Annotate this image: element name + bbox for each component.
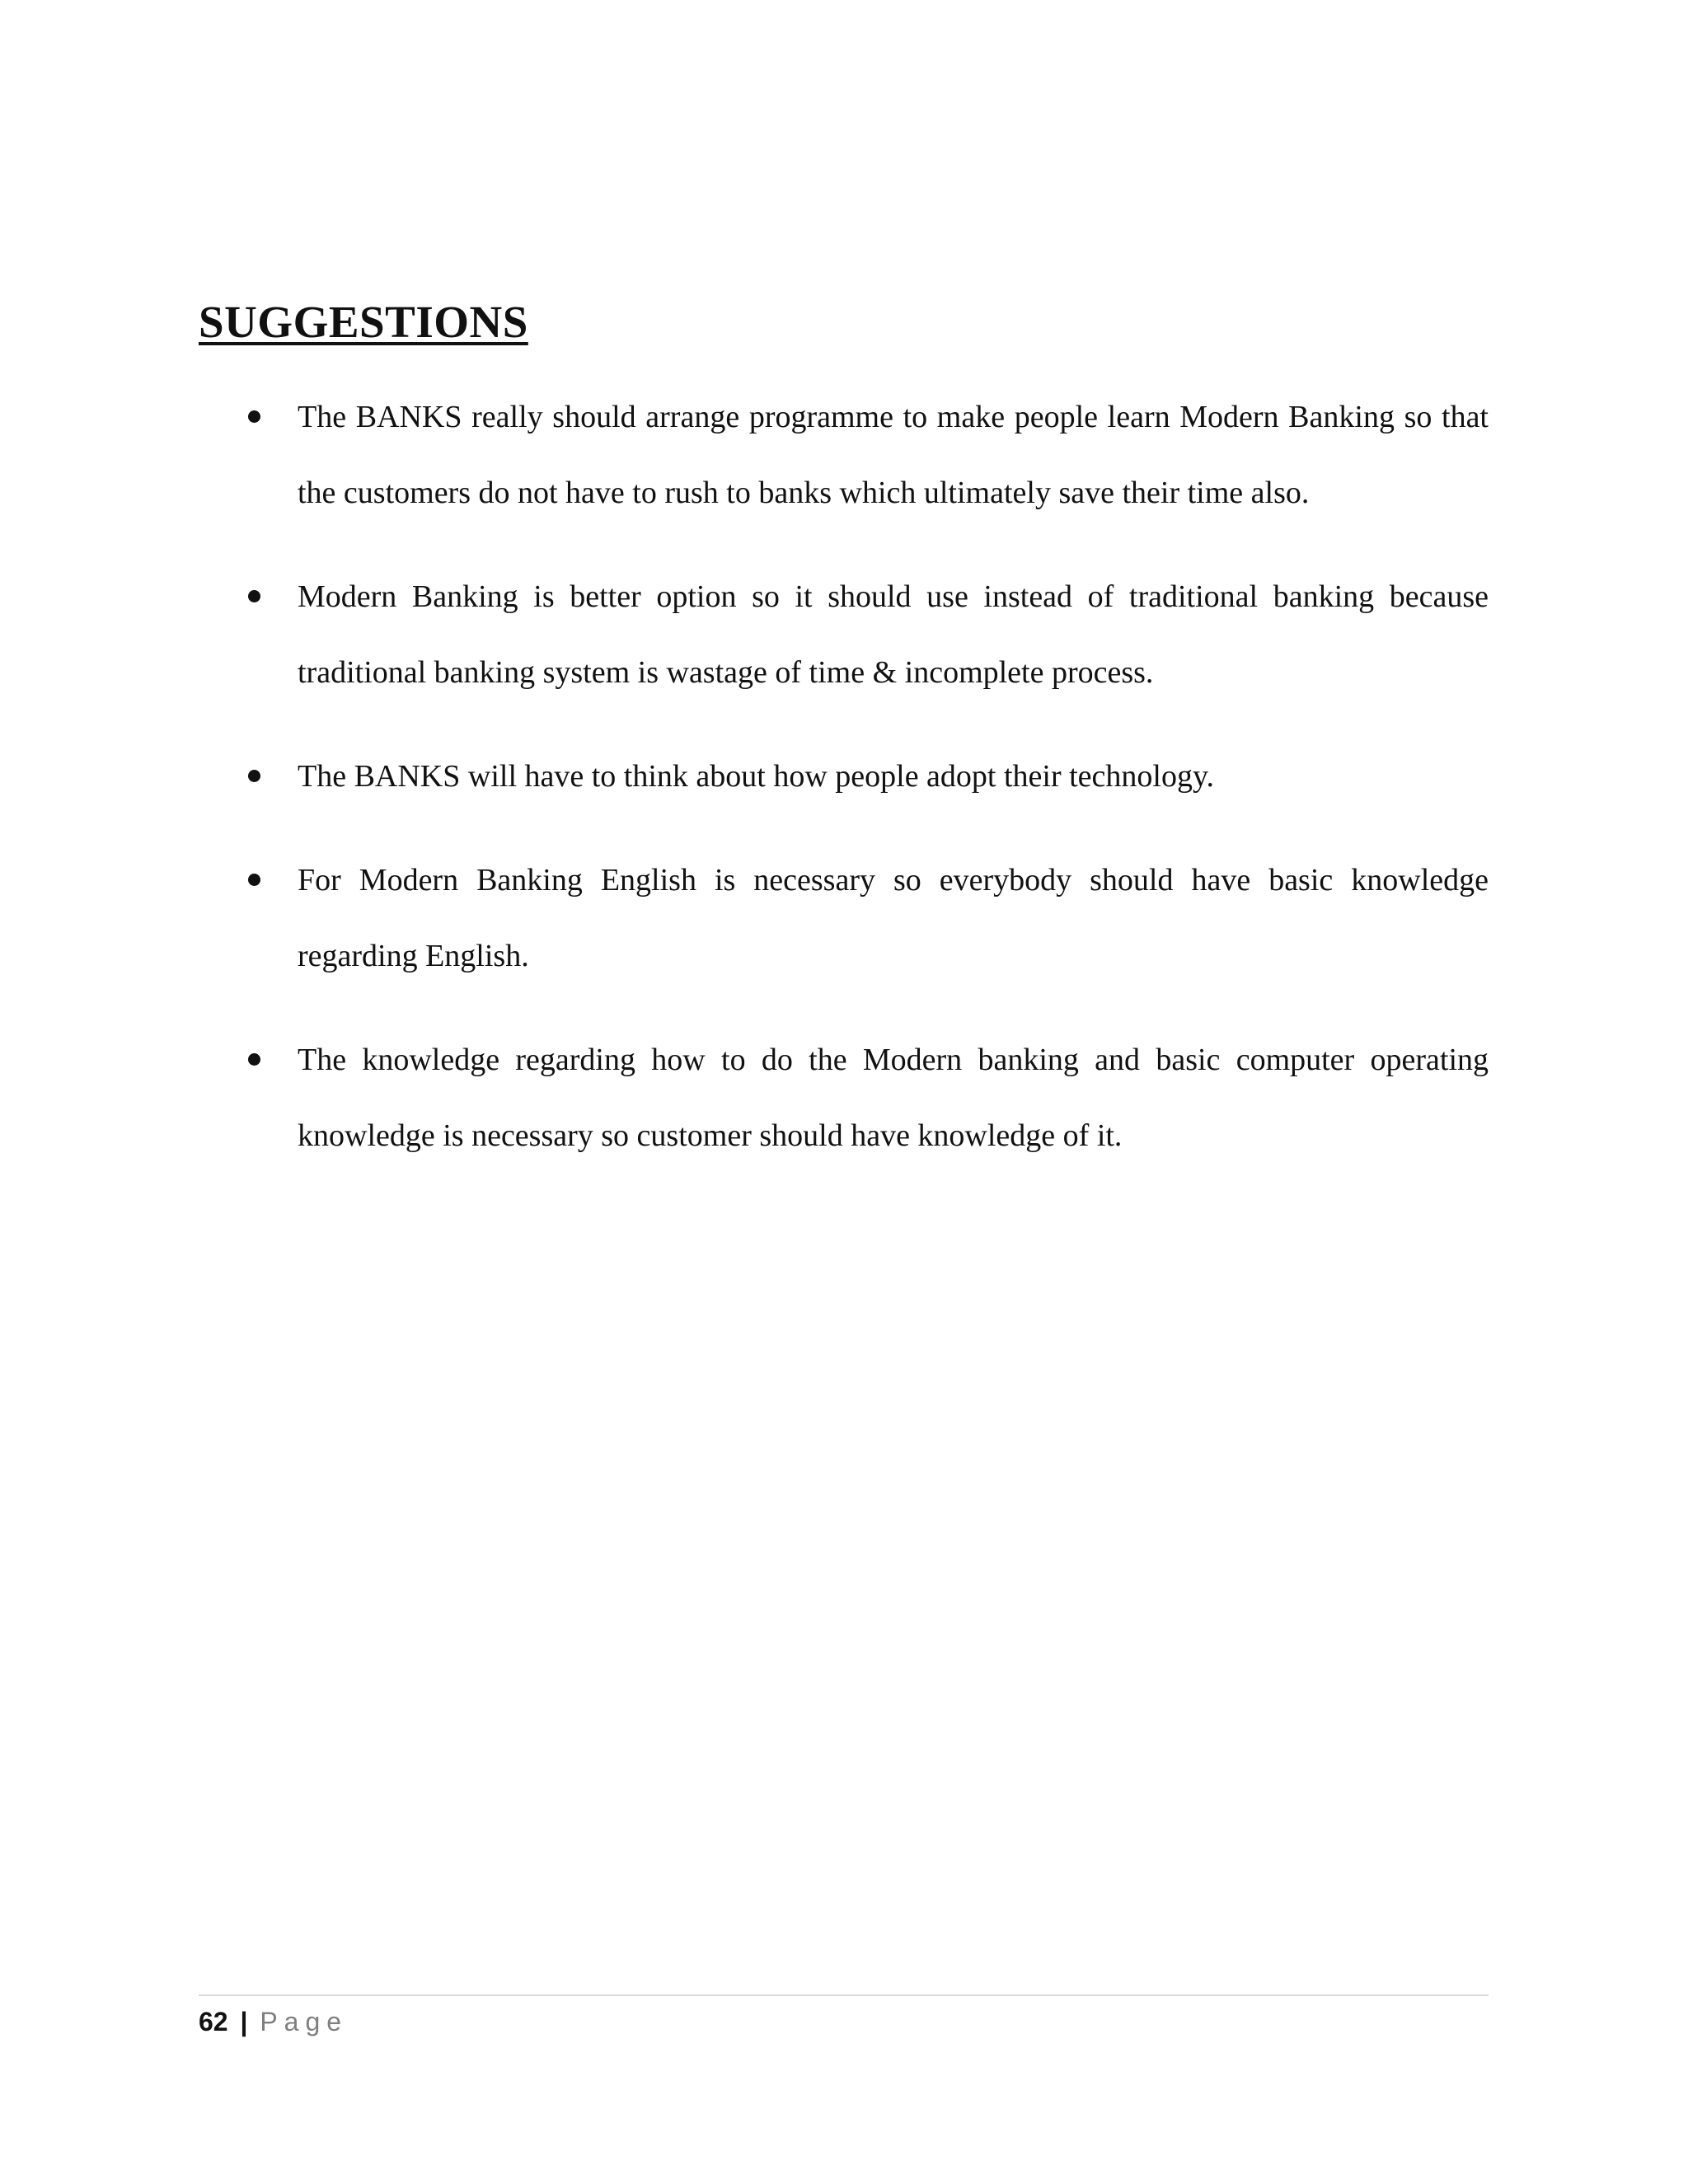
bullet-icon [248, 770, 260, 782]
list-item [199, 559, 1489, 710]
bullet-icon [248, 590, 260, 602]
suggestion-list [199, 379, 1489, 1202]
bullet-icon [248, 410, 260, 423]
page-number: 62 [199, 2007, 228, 2036]
page-footer [199, 1994, 1489, 2037]
list-item [199, 379, 1489, 531]
list-item [199, 1022, 1489, 1174]
suggestion-text: For Modern Banking English is necessary so everybody should have basic knowledge regarding English. [298, 863, 1489, 973]
suggestion-text: The BANKS really should arrange programme to make people learn Modern Banking so that the customers do not have to rush to banks which ultimately save their time also. [298, 400, 1489, 510]
list-item [199, 842, 1489, 994]
page-label: Page [260, 2007, 349, 2036]
list-item [199, 738, 1489, 814]
bullet-icon [248, 874, 260, 886]
bullet-icon [248, 1053, 260, 1066]
suggestion-text: The BANKS will have to think about how people adopt their technology. [298, 759, 1215, 794]
suggestion-text: Modern Banking is better option so it should use instead of traditional banking because traditional banking system is wastage of time & incomplete process. [298, 579, 1489, 690]
suggestion-text: The knowledge regarding how to do the Modern banking and basic computer operating knowledge is necessary so customer should have knowledge of it. [298, 1043, 1489, 1153]
page-title: SUGGESTIONS [199, 297, 528, 347]
page-separator: | [240, 2007, 248, 2036]
